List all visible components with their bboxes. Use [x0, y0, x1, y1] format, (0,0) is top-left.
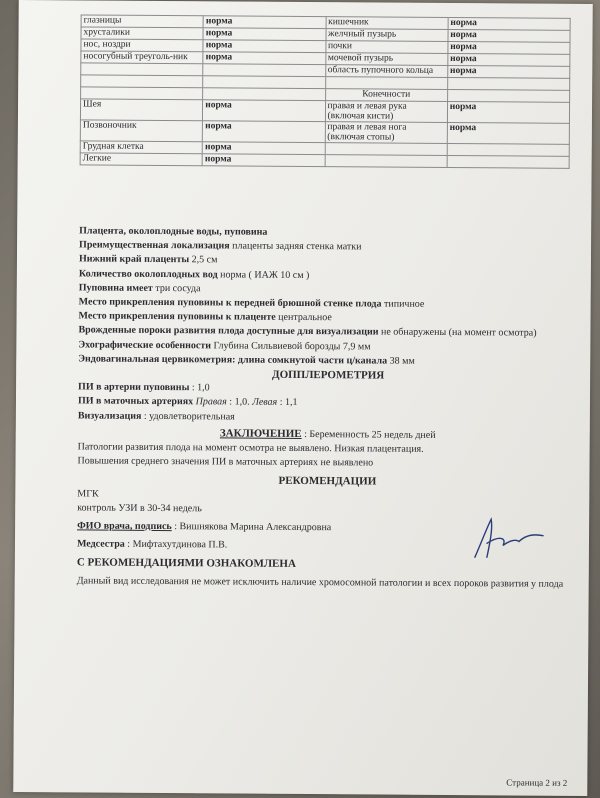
cord-vessels: Пуповина имеет три сосуда — [78, 282, 201, 295]
table-cell — [325, 77, 447, 90]
amniotic-fluid: Количество околоплодных вод норма ( ИАЖ 10 см ) — [78, 268, 310, 281]
recommendation-1: МГК — [77, 488, 99, 500]
page-footer: Страница 2 из 2 — [506, 777, 568, 788]
conclusion-text-2: Повышения среднего значения ПИ в маточных артериях не выявлено — [77, 455, 374, 469]
recommendations-heading: РЕКОМЕНДАЦИИ — [278, 475, 377, 488]
congenital-defects: Врожденные пороки развития плода доступные для визуализации не обнаружены (на момент осмотра) — [78, 324, 537, 340]
document-page — [13, 0, 593, 796]
placenta-heading: Плацента, околоплодные воды, пуповина — [79, 225, 268, 238]
table-cell: норма — [203, 40, 325, 53]
table-cell: норма — [203, 121, 325, 143]
table-row — [80, 153, 569, 168]
table-cell: норма — [448, 30, 570, 43]
table-cell: почки — [325, 41, 447, 54]
cord-attach-placenta: Место прикрепления пуповины к плаценте центральное — [78, 310, 332, 324]
echo-features: Эхографические особенности Глубина Сильвиевой борозды 7,9 мм — [78, 339, 371, 353]
table-cell — [325, 155, 447, 168]
table-cell: Шея — [80, 99, 202, 121]
table-cell: область пупочного кольца — [325, 65, 447, 78]
recommendation-2: контроль УЗИ в 30-34 недель — [77, 502, 202, 515]
table-cell: мочевой пузырь — [325, 53, 447, 66]
table-cell: норма — [447, 102, 569, 124]
nurse-line: Медсестра : Мифтахутдинова П.В. — [76, 538, 228, 551]
conclusion-line: ЗАКЛЮЧЕНИЕ : Беременность 25 недель дней — [219, 427, 436, 441]
table-cell — [447, 78, 569, 91]
acknowledged-line: С РЕКОМЕНДАЦИЯМИ ОЗНАКОМЛЕНА — [76, 556, 296, 571]
table-cell: норма — [203, 52, 325, 65]
table-cell: норма — [202, 154, 324, 167]
doctor-signature — [467, 513, 547, 564]
cord-attach-wall: Место прикрепления пуповины к передней брюшной стенке плода типичное — [78, 296, 425, 310]
table-cell: норма — [202, 142, 324, 155]
table-cell — [447, 143, 569, 156]
table-cell: хрусталики — [81, 27, 203, 40]
table-cell — [81, 87, 203, 100]
table-cell — [81, 63, 203, 76]
doppler-umbilical: ПИ в артерии пуповины : 1,0 — [78, 381, 210, 394]
disclaimer: Данный вид исследования не может исключить наличие хромосомной патологии и всех пороков развития у плода — [76, 575, 564, 590]
table-cell: норма — [448, 18, 570, 31]
organs-table — [80, 14, 571, 168]
table-cell: правая и левая нога (включая стопы) — [325, 122, 447, 144]
cervicometry: Эндовагинальная цервикометрия: длина сомкнутой части ц/канала 38 мм — [78, 353, 415, 367]
table-cell — [447, 155, 569, 168]
table-cell — [447, 90, 569, 103]
table-cell — [81, 75, 203, 88]
conclusion-text-1: Патологии развития плода на момент осмотра не выявлено. Низкая плацентация. — [77, 441, 424, 455]
table-cell: кишечник — [326, 17, 448, 30]
table-cell: правая и левая рука (включая кисти) — [325, 101, 447, 123]
placenta-lower-edge: Нижний край плаценты 2,5 см — [78, 253, 218, 266]
doppler-uterine: ПИ в маточных артериях Правая : 1,0. Левая : 1,1 — [77, 395, 298, 409]
table-cell: желчный пузырь — [325, 29, 447, 42]
table-cell: норма — [203, 100, 325, 122]
table-cell: нос, ноздри — [81, 39, 203, 52]
table-cell: Грудная клетка — [80, 141, 202, 154]
table-cell: Позвоночник — [80, 120, 202, 142]
table-cell: норма — [448, 42, 570, 55]
doctor-line: ФИО врача, подпись : Вишнякова Марина Александровна — [77, 520, 332, 534]
table-cell: Легкие — [80, 153, 202, 166]
table-cell: норма — [447, 66, 569, 79]
table-cell: норма — [203, 16, 325, 29]
table-cell: норма — [203, 28, 325, 41]
doppler-visualization: Визуализация : удовлетворительная — [77, 410, 235, 423]
table-cell — [203, 64, 325, 77]
table-cell: Конечности — [325, 89, 447, 102]
doppler-heading: ДОППЛЕРОМЕТРИЯ — [271, 368, 385, 382]
table-cell: глазницы — [81, 15, 203, 28]
table-cell — [325, 143, 447, 156]
table-cell: норма — [447, 122, 569, 144]
placenta-localization: Преимущественная локализация плаценты задняя стенка матки — [79, 239, 362, 253]
table-cell: норма — [448, 54, 570, 67]
table-cell — [203, 88, 325, 101]
table-cell — [203, 76, 325, 89]
table-cell: носогубный треуголь-ник — [81, 51, 203, 64]
